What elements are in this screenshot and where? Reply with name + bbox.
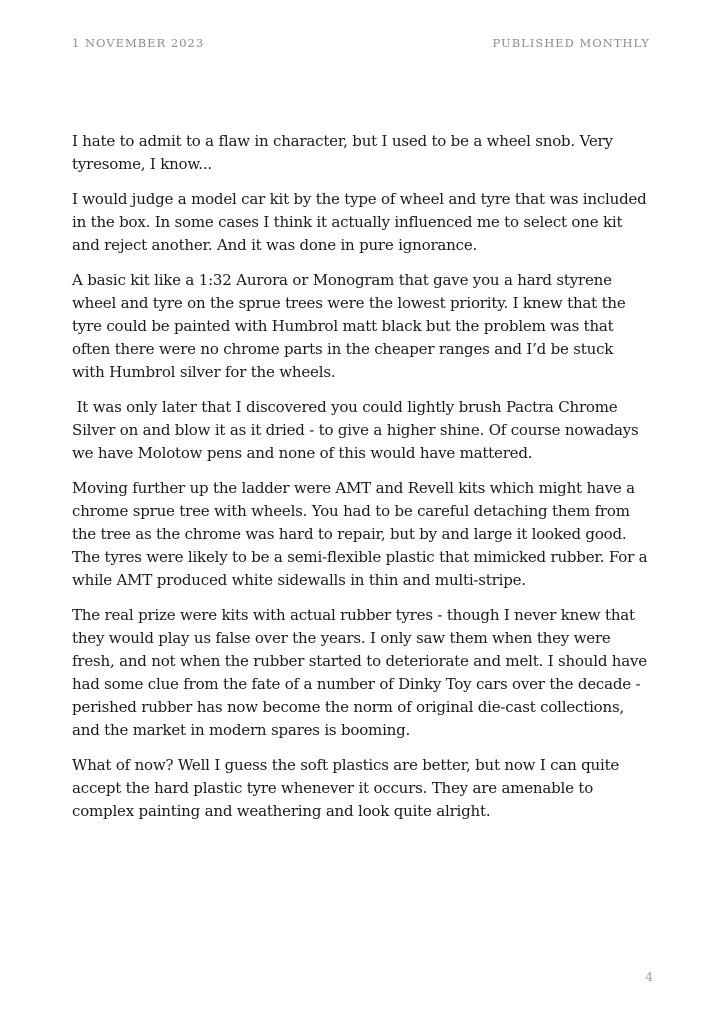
issue-date: 1 NOVEMBER 2023 <box>72 36 205 50</box>
article-paragraph: It was only later that I discovered you could lightly brush Pactra Chrome Silver on and blow it as it dried - to give a higher shine. Of course nowadays we have Molotow pens and none of this would have mattered. <box>72 398 644 462</box>
article-paragraph: What of now? Well I guess the soft plastics are better, but now I can quite accept the hard plastic tyre whenever it occurs. They are amenable to complex painting and weathering and look quite alright. <box>72 756 624 820</box>
article-body <box>72 130 650 823</box>
page-number: 4 <box>645 970 653 984</box>
article-paragraph: A basic kit like a 1:32 Aurora or Monogram that gave you a hard styrene wheel and tyre on the sprue trees were the lowest priority. I knew that the tyre could be painted with Humbrol matt black but the problem was that often there were no chrome parts in the cheaper ranges and I’d be stuck with Humbrol silver for the wheels. <box>72 271 631 381</box>
article-paragraph: I would judge a model car kit by the type of wheel and tyre that was included in the box. In some cases I think it actually influenced me to select one kit and reject another. And it was done in pure ignorance. <box>72 190 652 254</box>
article-paragraph: Moving further up the ladder were AMT and Revell kits which might have a chrome sprue tree with wheels. You had to be careful detaching them from the tree as the chrome was hard to repair, but by and large it looked good. The tyres were likely to be a semi-flexible plastic that mimicked rubber. For a while AMT produced white sidewalls in thin and multi-stripe. <box>72 479 652 589</box>
masthead-label: PUBLISHED MONTHLY <box>492 36 650 50</box>
article-paragraph: I hate to admit to a flaw in character, but I used to be a wheel snob. Very tyresome, I know... <box>72 132 618 173</box>
page-header <box>72 36 650 50</box>
article-paragraph: The real prize were kits with actual rubber tyres - though I never knew that they would play us false over the years. I only saw them when they were fresh, and not when the rubber started to deteriorate and melt. I should have had some clue from the fate of a number of Dinky Toy cars over the decade - perished rubber has now become the norm of original die-cast collections, and the market in modern spares is booming. <box>72 606 652 739</box>
